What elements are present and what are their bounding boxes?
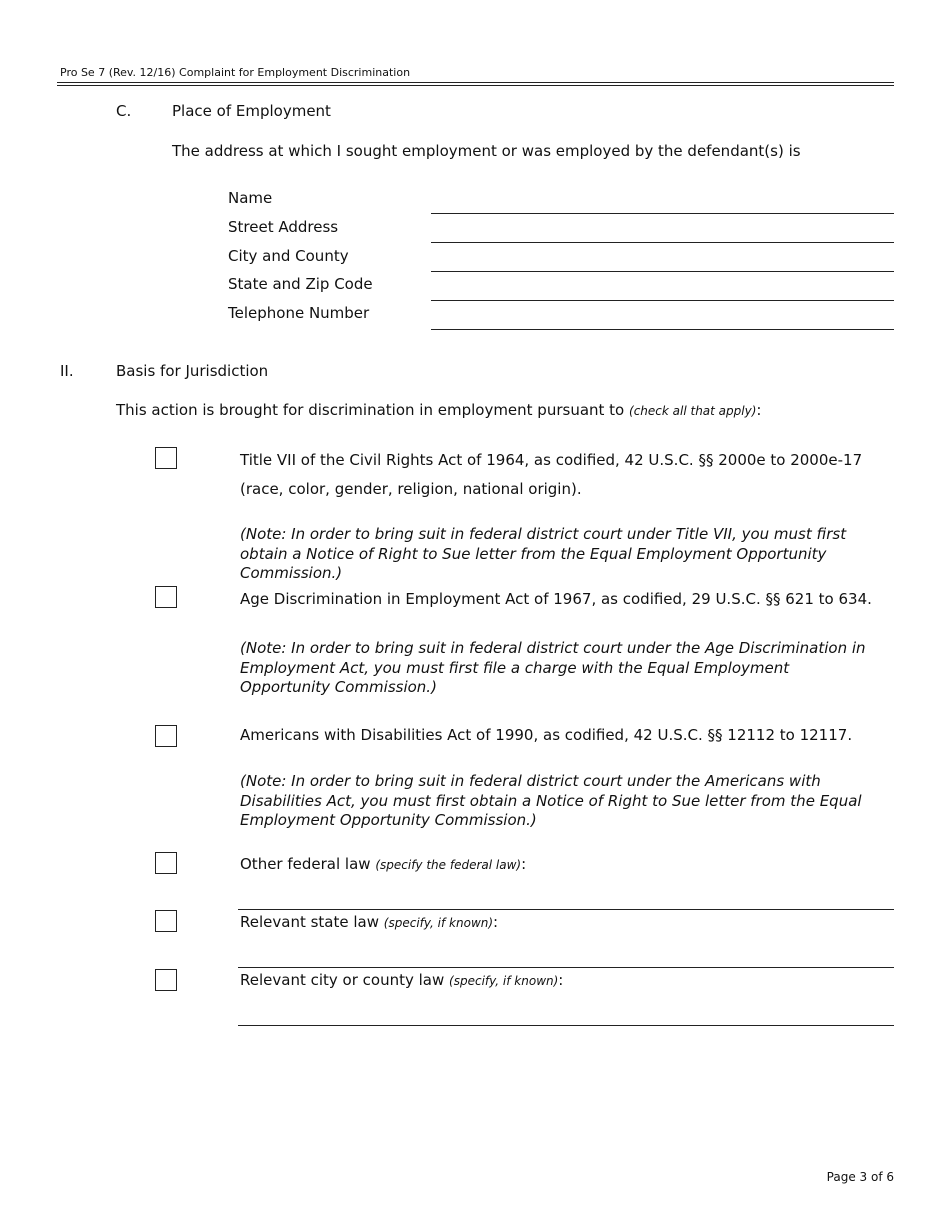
section-c-marker: C.: [116, 102, 132, 120]
section-c-title: Place of Employment: [172, 102, 331, 120]
city-county-law-suffix: :: [558, 971, 564, 989]
section-ii-intro-hint: (check all that apply): [629, 404, 757, 418]
field-line-state-zip[interactable]: [431, 300, 894, 301]
option-age-discrimination-note: (Note: In order to bring suit in federal district court under the Age Discrimination in Employment Act, you must first file a charge with the Equal Employment Opportunity Commission.): [240, 639, 866, 696]
option-other-federal-law-label: [240, 855, 526, 873]
header-rule-top: [57, 82, 894, 83]
section-ii-intro: [116, 401, 761, 419]
header-rule-bottom: [57, 85, 894, 86]
field-label-city-county: City and County: [228, 247, 349, 265]
city-county-law-line[interactable]: [238, 1025, 894, 1026]
state-law-hint: (specify, if known): [383, 916, 494, 930]
other-federal-law-line[interactable]: [238, 909, 894, 910]
checkbox-age-discrimination[interactable]: [155, 586, 177, 608]
page-number: Page 3 of 6: [826, 1170, 894, 1184]
option-title-vii-note: (Note: In order to bring suit in federal district court under Title VII, you must first obtain a Notice of Right to Sue letter from the Equal Employment Opportunity Commission.): [240, 525, 847, 582]
state-law-label: Relevant state law: [240, 913, 379, 931]
field-line-name[interactable]: [431, 213, 894, 214]
field-label-telephone: Telephone Number: [228, 304, 370, 322]
form-header: Pro Se 7 (Rev. 12/16) Complaint for Employment Discrimination: [60, 66, 411, 79]
other-federal-law-label: Other federal law: [240, 855, 371, 873]
checkbox-city-county-law[interactable]: [155, 969, 177, 991]
section-ii-intro-text: This action is brought for discrimination in employment pursuant to: [116, 401, 625, 419]
city-county-law-hint: (specify, if known): [449, 974, 559, 988]
checkbox-state-law[interactable]: [155, 910, 177, 932]
option-title-vii-text: Title VII of the Civil Rights Act of 1964, as codified, 42 U.S.C. §§ 2000e to 2000e-17 (race, color, gender, religion, national origin).: [240, 451, 863, 498]
checkbox-ada[interactable]: [155, 725, 177, 747]
checkbox-title-vii[interactable]: [155, 447, 177, 469]
section-ii-title: Basis for Jurisdiction: [116, 362, 269, 380]
checkbox-other-federal-law[interactable]: [155, 852, 177, 874]
field-line-telephone[interactable]: [431, 329, 894, 330]
other-federal-law-suffix: :: [521, 855, 527, 873]
option-ada-note: (Note: In order to bring suit in federal district court under the Americans with Disabilities Act, you must first obtain a Notice of Right to Sue letter from the Equal Employment Opportunity Commission.): [240, 772, 862, 829]
state-law-suffix: :: [493, 913, 499, 931]
other-federal-law-hint: (specify the federal law): [375, 858, 522, 872]
section-ii-marker: II.: [60, 362, 74, 380]
state-law-line[interactable]: [238, 967, 894, 968]
field-label-name: Name: [228, 189, 273, 207]
section-ii-intro-suffix: :: [756, 401, 762, 419]
option-ada-text: Americans with Disabilities Act of 1990, as codified, 42 U.S.C. §§ 12112 to 12117.: [240, 726, 853, 744]
field-line-city-county[interactable]: [431, 271, 894, 272]
city-county-law-label: Relevant city or county law: [240, 971, 445, 989]
field-line-street-address[interactable]: [431, 242, 894, 243]
option-age-discrimination-text: Age Discrimination in Employment Act of 1967, as codified, 29 U.S.C. §§ 621 to 634.: [240, 590, 872, 608]
section-c-intro: The address at which I sought employment or was employed by the defendant(s) is: [172, 142, 801, 160]
option-state-law-label: [240, 913, 498, 931]
option-city-county-law-label: [240, 971, 563, 989]
field-label-street-address: Street Address: [228, 218, 339, 236]
field-label-state-zip: State and Zip Code: [228, 275, 373, 293]
